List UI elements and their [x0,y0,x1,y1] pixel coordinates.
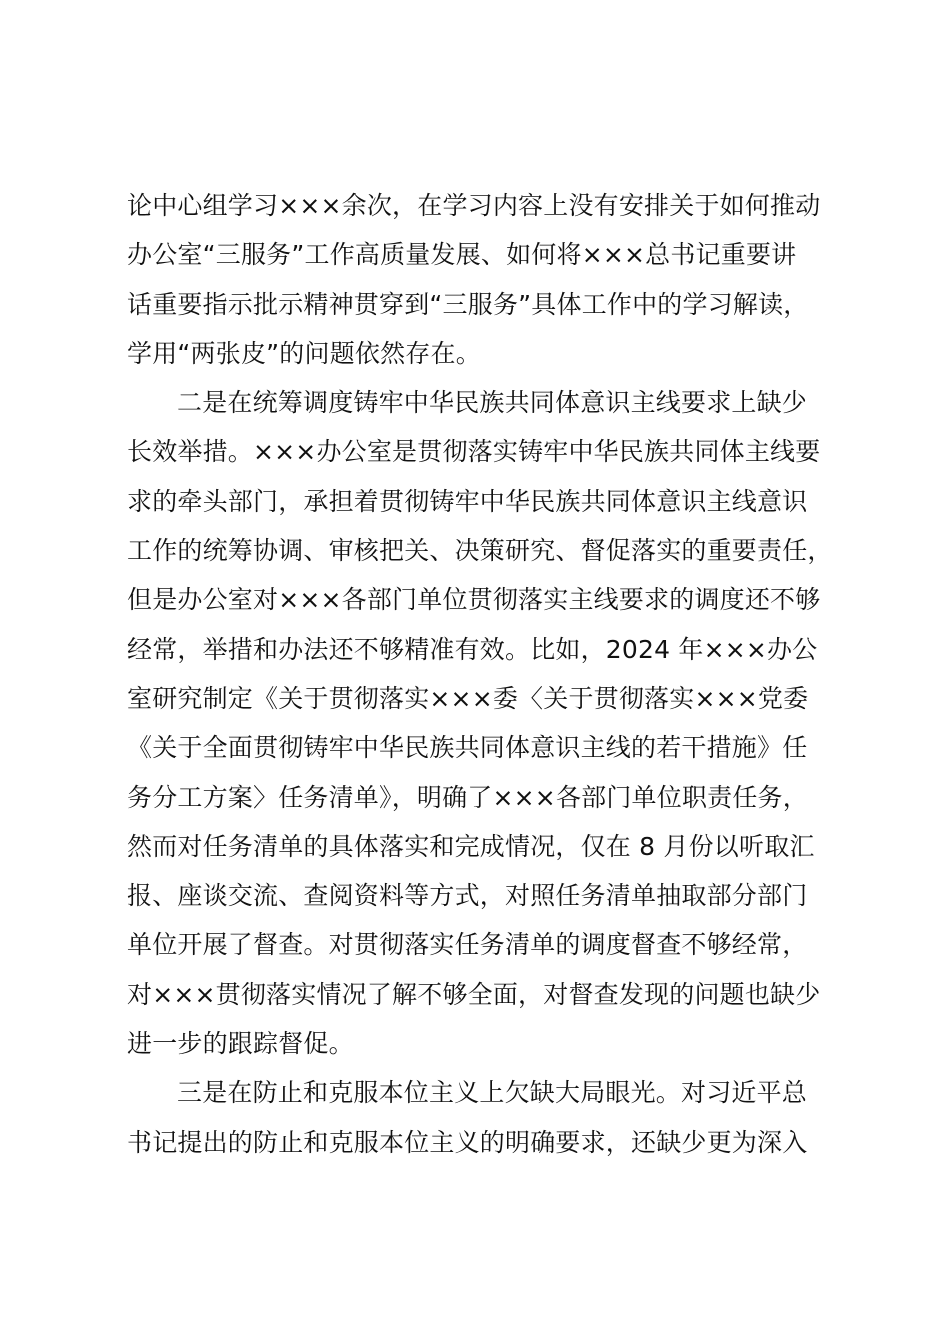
paragraph-start-line: 三是在防止和克服本位主义上欠缺大局眼光。对习近平总 [177,1078,808,1108]
text-line: 论中心组学习×××余次，在学习内容上没有安排关于如何推动 [127,191,821,220]
text-line: 话重要指示批示精神贯穿到“三服务”具体工作中的学习解读， [127,289,809,319]
text-line: 但是办公室对×××各部门单位贯彻落实主线要求的调度还不够 [127,585,821,615]
text-line: 单位开展了督查。对贯彻落实任务清单的调度督查不够经常， [127,930,808,960]
text-line: 学用“两张皮”的问题依然存在。 [127,338,481,368]
text-line: 《关于全面贯彻铸牢中华民族共同体意识主线的若干措施》任 [127,733,808,763]
text-line: 工作的统筹协调、审核把关、决策研究、督促落实的重要责任， [127,536,833,566]
text-line: 报、座谈交流、查阅资料等方式，对照任务清单抽取部分部门 [127,881,808,911]
body-text [127,181,867,1167]
text-line: 长效举措。×××办公室是贯彻落实铸牢中华民族共同体主线要 [127,437,821,467]
text-line: 务分工方案〉任务清单》，明确了×××各部门单位职责任务， [127,782,808,812]
text-line: 然而对任务清单的具体落实和完成情况，仅在 8 月份以听取汇 [127,831,815,861]
text-line: 求的牵头部门，承担着贯彻铸牢中华民族共同体意识主线意识 [127,486,808,516]
text-line: 办公室“三服务”工作高质量发展、如何将×××总书记重要讲 [127,240,797,270]
text-line: 进一步的跟踪督促。 [127,1029,354,1059]
text-line: 对×××贯彻落实情况了解不够全面，对督查发现的问题也缺少 [127,979,821,1009]
text-line: 室研究制定《关于贯彻落实×××委〈关于贯彻落实×××党委 [127,683,809,713]
text-line: 经常，举措和办法还不够精准有效。比如，2024 年×××办公 [127,634,818,664]
paragraph-start-line: 二是在统筹调度铸牢中华民族共同体意识主线要求上缺少 [177,388,808,418]
text-line: 书记提出的防止和克服本位主义的明确要求，还缺少更为深入 [127,1127,808,1157]
